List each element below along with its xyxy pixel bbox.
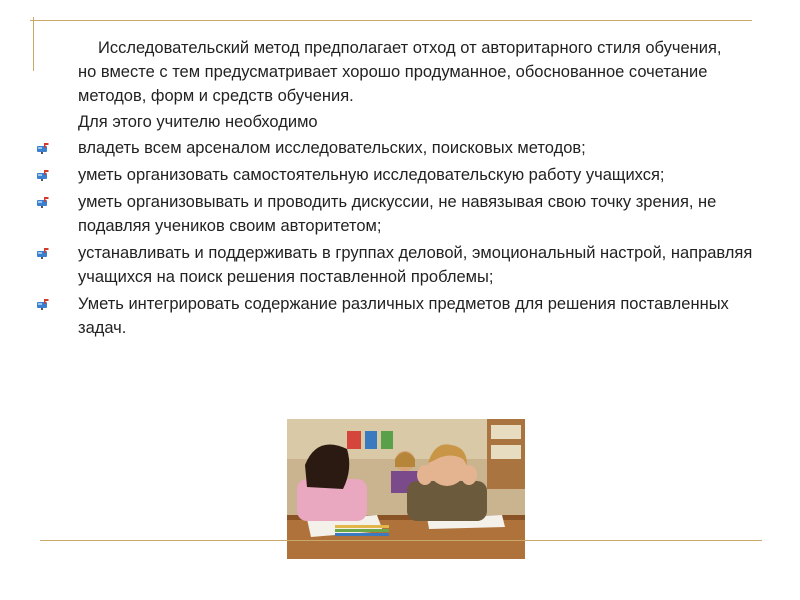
- mailbox-icon: [36, 197, 50, 208]
- list-item: [78, 241, 768, 289]
- classroom-photo: [287, 419, 525, 559]
- subhead: Для этого учителю необходимо: [78, 113, 318, 131]
- bullet-text: устанавливать и поддерживать в группах деловой, эмоциональный настрой, направляя учащихся на поиск решения поставленной проблемы;: [78, 244, 753, 286]
- bullet-text: владеть всем арсеналом исследовательских, поисковых методов;: [78, 139, 586, 157]
- bullet-text: уметь организовывать и проводить дискуссии, не навязывая свою точку зрения, не подавляя учеников своим авторитетом;: [78, 193, 717, 235]
- list-item: [78, 292, 768, 340]
- mailbox-icon: [36, 248, 50, 259]
- bullet-text: уметь организовать самостоятельную исследовательскую работу учащихся;: [78, 166, 665, 184]
- list-item: [78, 136, 768, 160]
- mailbox-icon: [36, 170, 50, 181]
- bottom-rule: [40, 540, 762, 541]
- bullet-list: [78, 136, 768, 340]
- list-item: [78, 163, 768, 187]
- bullet-text: Уметь интегрировать содержание различных предметов для решения поставленных задач.: [78, 295, 729, 337]
- left-rule: [33, 17, 34, 71]
- mailbox-icon: [36, 299, 50, 310]
- top-rule: [30, 20, 752, 21]
- slide-body: [78, 36, 768, 343]
- classroom-illustration: [287, 419, 525, 559]
- intro-paragraph: Исследовательский метод предполагает отход от авторитарного стиля обучения, но вместе с тем предусматривает хорошо продуманное, обоснованное сочетание методов, форм и средств обучения.: [78, 39, 722, 105]
- mailbox-icon: [36, 143, 50, 154]
- list-item: [78, 190, 768, 238]
